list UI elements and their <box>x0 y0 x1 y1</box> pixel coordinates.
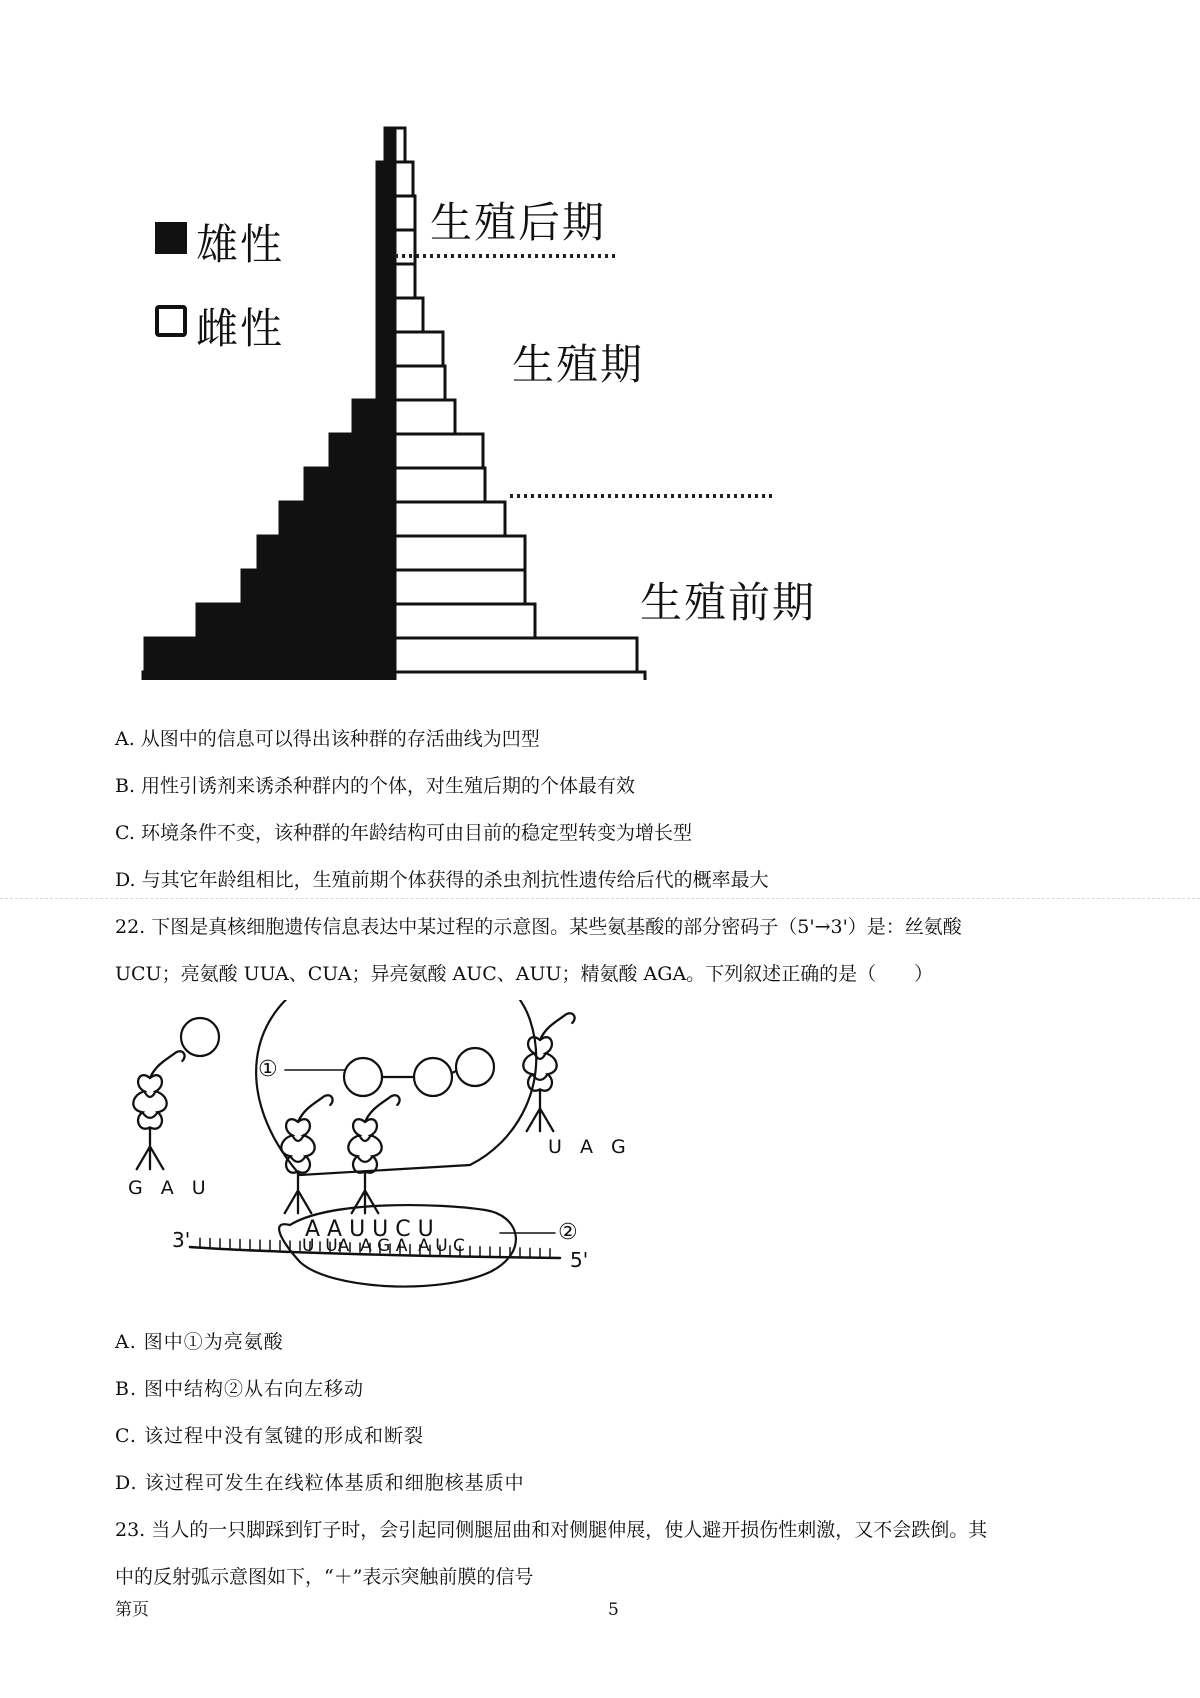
pyramid-male-bar <box>305 468 395 502</box>
ribosome-anticodons: A A U U C U <box>305 1217 434 1242</box>
label-pre-reproductive: 生殖前期 <box>640 578 817 627</box>
pyramid-female-bar <box>395 128 405 162</box>
pyramid-male-bar <box>377 196 395 230</box>
amino-acid-circle-1 <box>344 1058 382 1096</box>
amino-acid-circle-2 <box>414 1058 452 1096</box>
trna-right-anticodon: U A G <box>548 1136 632 1158</box>
q22-option-d: D. 该过程可发生在线粒体基质和细胞核基质中 <box>115 1472 525 1494</box>
age-pyramid-figure <box>0 0 1200 680</box>
amino-acid-circle-free <box>181 1018 219 1056</box>
q22-stem-line2: UCU；亮氨酸 UUA、CUA；异亮氨酸 AUC、AUU；精氨酸 AGA。下列叙述正确的是（ ） <box>115 963 934 985</box>
pyramid-female-bar <box>395 230 415 264</box>
pyramid-female-bar <box>395 502 505 536</box>
legend-male-label: 雄性 <box>196 220 285 269</box>
legend-female-swatch <box>155 305 187 337</box>
trna-molecule <box>281 1095 332 1213</box>
footer-page-number: 5 <box>608 1600 619 1620</box>
pyramid-female-bar <box>395 400 455 434</box>
pyramid-male-bar <box>280 502 395 536</box>
pyramid-female-bar <box>395 434 483 468</box>
q21-option-c: C. 环境条件不变，该种群的年龄结构可由目前的稳定型转变为增长型 <box>115 822 692 844</box>
pyramid-female-bar <box>395 604 535 638</box>
mrna-codons: U UA A G A A U C <box>302 1236 465 1256</box>
pyramid-male-bar <box>330 434 395 468</box>
marker-2: ② <box>558 1220 578 1245</box>
q23-stem-line2: 中的反射弧示意图如下，“＋”表示突触前膜的信号 <box>115 1566 534 1588</box>
q22-stem-line1: 22. 下图是真核细胞遗传信息表达中某过程的示意图。某些氨基酸的部分密码子（5'→3'）是：丝氨酸 <box>115 916 962 938</box>
q23-stem-line1: 23. 当人的一只脚踩到钉子时，会引起同侧腿屈曲和对侧腿伸展，使人避开损伤性刺激，又不会跌倒。其 <box>115 1519 988 1541</box>
page-separator <box>0 898 1200 899</box>
pyramid-female-bar <box>395 672 645 680</box>
amino-acid-circle-3 <box>456 1048 494 1086</box>
pyramid-male-bar <box>377 230 395 264</box>
mrna-3prime-end: 3' <box>172 1228 191 1252</box>
label-reproductive: 生殖期 <box>512 340 645 389</box>
pyramid-female-bar <box>395 332 443 366</box>
trna-molecule <box>133 1051 184 1169</box>
q22-option-b: B. 图中结构②从右向左移动 <box>115 1378 365 1400</box>
pyramid-male-bar <box>377 298 395 332</box>
pyramid-male-bar <box>242 570 395 604</box>
pyramid-female-bar <box>395 298 423 332</box>
translation-diagram <box>0 1000 1200 1320</box>
marker-1: ① <box>258 1057 278 1082</box>
pyramid-female-bar <box>395 264 415 298</box>
q21-option-b: B. 用性引诱剂来诱杀种群内的个体，对生殖后期的个体最有效 <box>115 775 636 797</box>
legend-female-label: 雌性 <box>196 304 285 353</box>
footer-left: 第页 <box>115 1600 149 1620</box>
q21-option-d: D. 与其它年龄组相比，生殖前期个体获得的杀虫剂抗性遗传给后代的概率最大 <box>115 869 769 891</box>
pyramid-male-bar <box>145 638 395 672</box>
pyramid-male-bar <box>258 536 395 570</box>
pyramid-male-bar <box>377 332 395 366</box>
label-post-reproductive: 生殖后期 <box>430 198 607 247</box>
q21-option-a: A. 从图中的信息可以得出该种群的存活曲线为凹型 <box>115 728 540 750</box>
trna-left-anticodon: G A U <box>128 1177 212 1199</box>
pyramid-male-bar <box>377 366 395 400</box>
translation-svg <box>0 1000 1200 1320</box>
legend-male-swatch <box>155 222 187 254</box>
pyramid-female-bar <box>395 196 415 230</box>
pyramid-male-bar <box>377 162 395 196</box>
q22-option-c: C. 该过程中没有氢键的形成和断裂 <box>115 1425 424 1447</box>
pyramid-female-bar <box>395 468 485 502</box>
trna-molecule <box>348 1095 399 1213</box>
pyramid-male-bar <box>143 672 395 680</box>
pyramid-female-bar <box>395 570 525 604</box>
pyramid-male-bar <box>377 264 395 298</box>
pyramid-female-bar <box>395 162 413 196</box>
trna-molecule <box>523 1013 574 1131</box>
pyramid-female-bar <box>395 638 637 672</box>
mrna-5prime-end: 5' <box>570 1248 589 1272</box>
pyramid-female-bar <box>395 536 525 570</box>
pyramid-male-bar <box>197 604 395 638</box>
peptide-bond-2 <box>452 1071 456 1073</box>
pyramid-male-bar <box>353 400 395 434</box>
pyramid-female-bar <box>395 366 445 400</box>
q22-option-a: A. 图中①为亮氨酸 <box>115 1331 284 1353</box>
ribosome-large-subunit <box>256 1000 536 1175</box>
